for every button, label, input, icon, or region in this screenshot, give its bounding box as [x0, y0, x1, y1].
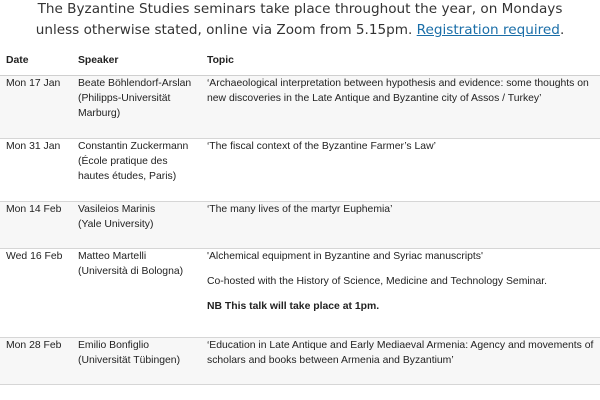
- row-topic-empty: [207, 385, 600, 400]
- intro-period: .: [559, 22, 565, 38]
- header-topic: Topic: [207, 45, 600, 76]
- row-date-empty: [0, 385, 78, 400]
- intro-line-2-text: unless otherwise stated, online via Zoom from 5.15pm.: [35, 22, 413, 38]
- row-topic: [207, 338, 600, 385]
- topic-text: ‘Archaeological interpretation between hypothesis and evidence: some thoughts on: [207, 78, 589, 89]
- row-speaker: [78, 338, 207, 385]
- speaker-name: Vasileios Marinis: [78, 204, 156, 215]
- topic-text: ‘Education in Late Antique and Early Mediaeval Armenia: Agency and movements of: [207, 340, 594, 351]
- speaker-name: Matteo Martelli: [78, 251, 147, 262]
- intro-line-2: [0, 20, 600, 41]
- speaker-name: Constantin Zuckermann: [78, 141, 189, 152]
- table-row: [0, 76, 600, 139]
- row-speaker: [78, 202, 207, 249]
- table-row: [0, 385, 600, 400]
- speaker-affiliation: (Philipps-Universität: [78, 93, 171, 104]
- speaker-affiliation: Marburg): [78, 108, 121, 119]
- table-header-row: [0, 45, 600, 76]
- topic-text: ‘The many lives of the martyr Euphemia’: [207, 204, 393, 215]
- speaker-affiliation: (École pratique des: [78, 156, 168, 167]
- topic-text: ‘The fiscal context of the Byzantine Farmer’s Law’: [207, 141, 436, 152]
- speaker-affiliation: hautes études, Paris): [78, 171, 177, 182]
- row-topic: [207, 249, 600, 338]
- topic-text: scholars and books between Armenia and Byzantium’: [207, 355, 454, 366]
- speaker-name: Emilio Bonfiglio: [78, 340, 150, 351]
- topic-text: new discoveries in the Late Antique and Byzantine city of Assos / Turkey’: [207, 93, 542, 104]
- row-speaker: [78, 76, 207, 139]
- row-date: Wed 16 Feb: [0, 249, 78, 338]
- table-row: [0, 338, 600, 385]
- topic-text: 'Alchemical equipment in Byzantine and Syriac manuscripts': [207, 251, 483, 262]
- row-speaker: [78, 249, 207, 338]
- row-date: Mon 17 Jan: [0, 76, 78, 139]
- registration-link[interactable]: Registration required: [416, 22, 560, 38]
- row-topic: [207, 202, 600, 249]
- cohost-note: Co-hosted with the History of Science, Medicine and Technology Seminar.: [207, 276, 547, 287]
- header-speaker: Speaker: [78, 45, 207, 76]
- header-date: Date: [0, 45, 78, 76]
- row-date: Mon 14 Feb: [0, 202, 78, 249]
- row-topic: [207, 139, 600, 202]
- time-change-note: NB This talk will take place at 1pm.: [207, 301, 380, 312]
- table-row: [0, 249, 600, 338]
- speaker-name: Beate Böhlendorf-Arslan: [78, 78, 192, 89]
- speaker-affiliation: (Universität Tübingen): [78, 355, 181, 366]
- seminar-schedule-table: [0, 45, 600, 400]
- row-topic: [207, 76, 600, 139]
- table-row: [0, 202, 600, 249]
- speaker-affiliation: (Yale University): [78, 219, 154, 230]
- speaker-affiliation: (Università di Bologna): [78, 266, 184, 277]
- intro-line-1: The Byzantine Studies seminars take place throughout the year, on Mondays: [37, 1, 563, 17]
- row-date: Mon 28 Feb: [0, 338, 78, 385]
- row-date: Mon 31 Jan: [0, 139, 78, 202]
- seminar-intro: [0, 0, 600, 41]
- table-row: [0, 139, 600, 202]
- row-speaker: [78, 139, 207, 202]
- row-speaker-empty: [78, 385, 207, 400]
